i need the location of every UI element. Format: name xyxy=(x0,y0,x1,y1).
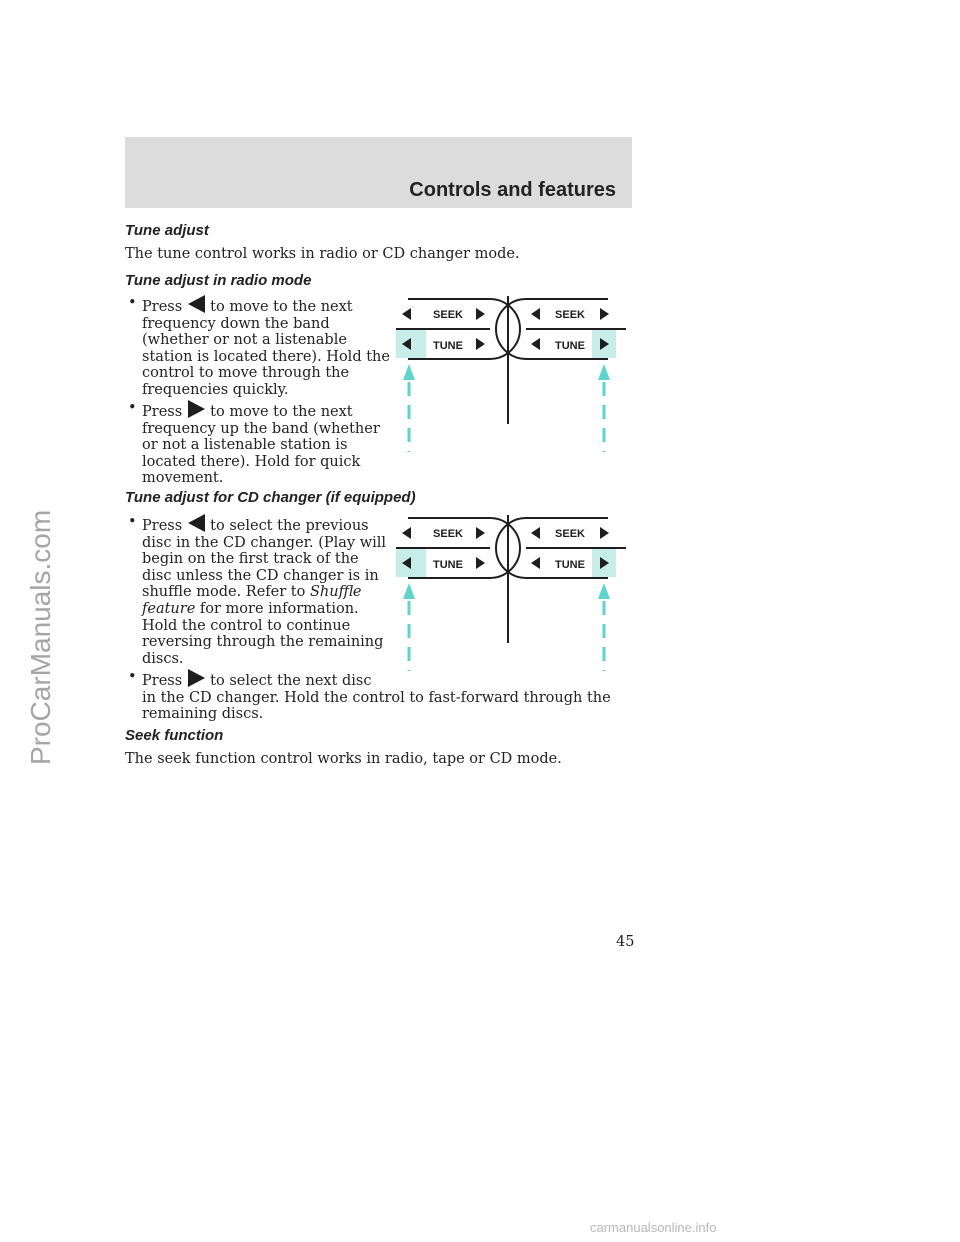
footer-watermark: carmanualsonline.info xyxy=(590,1220,717,1235)
tune-label: TUNE xyxy=(555,559,585,571)
text-line: to select the next disc xyxy=(210,673,372,689)
tune-right-arrow-icon xyxy=(188,400,205,418)
text-line: Hold the control to continue xyxy=(142,617,351,634)
text-line: shuffle mode. Refer to xyxy=(142,584,306,601)
text-line: (whether or not a listenable xyxy=(142,332,347,349)
seek-left-arrow-icon xyxy=(402,527,411,539)
heading-tune-adjust: Tune adjust xyxy=(125,222,209,239)
press-word: Press xyxy=(142,518,183,534)
radio-bullet-down xyxy=(128,295,390,399)
tune-label: TUNE xyxy=(555,340,585,352)
up-arrow-icon xyxy=(403,583,415,599)
text-line: frequency down the band xyxy=(142,315,330,332)
cd-bullet-previous xyxy=(128,514,386,667)
tune-right-arrow-icon xyxy=(476,338,485,350)
heading-radio-mode: Tune adjust in radio mode xyxy=(125,272,312,289)
tune-left-arrow-icon xyxy=(531,338,540,350)
seek-tune-diagram-cd xyxy=(388,515,628,675)
bullet-dot: • xyxy=(128,669,137,685)
text-line: frequencies quickly. xyxy=(142,381,289,398)
side-watermark-text: ProCarManuals.com xyxy=(25,509,56,765)
heading-cd-changer: Tune adjust for CD changer (if equipped) xyxy=(125,489,416,506)
text-line: remaining discs. xyxy=(142,706,264,723)
press-word: Press xyxy=(142,299,183,315)
tune-left-arrow-icon xyxy=(188,514,205,532)
next-arrow-indicator xyxy=(598,583,610,671)
text-line: reversing through the remaining xyxy=(142,634,384,651)
seek-label: SEEK xyxy=(433,309,463,321)
page-number: 45 xyxy=(616,934,635,950)
text-line: begin on the first track of the xyxy=(142,551,359,568)
text-line: disc unless the CD changer is in xyxy=(142,567,379,584)
previous-arrow-indicator xyxy=(403,583,415,671)
up-arrow-icon xyxy=(598,583,610,599)
shuffle-reference: Shuffle xyxy=(309,584,362,601)
seek-label: SEEK xyxy=(555,528,585,540)
heading-seek-function: Seek function xyxy=(125,727,224,744)
seek-right-arrow-icon xyxy=(476,527,485,539)
tune-label: TUNE xyxy=(433,559,463,571)
seek-left-arrow-icon xyxy=(531,308,540,320)
radio-bullet-up xyxy=(128,400,380,487)
bullet-dot: • xyxy=(128,400,137,416)
up-arrow-icon xyxy=(403,364,415,380)
text-line: frequency up the band (whether xyxy=(142,420,380,437)
up-arrow-icon xyxy=(598,364,610,380)
text-line: to move to the next xyxy=(210,404,353,420)
text-line: station is located there). Hold the xyxy=(142,348,390,365)
seek-tune-diagram-radio xyxy=(388,296,628,456)
seek-label: SEEK xyxy=(433,528,463,540)
text-line: for more information. xyxy=(199,600,359,617)
text-line: or not a listenable station is xyxy=(142,437,348,454)
page-section-title: Controls and features xyxy=(409,179,616,201)
text-line: in the CD changer. Hold the control to fast-forward through the xyxy=(142,689,611,706)
press-word: Press xyxy=(142,673,183,689)
text-line: movement. xyxy=(142,470,224,487)
cd-bullet-next xyxy=(128,669,611,723)
tune-left-arrow-icon xyxy=(188,295,205,313)
tune-right-arrow-icon xyxy=(476,557,485,569)
press-word: Press xyxy=(142,404,183,420)
header-band xyxy=(125,137,632,208)
feature-reference: feature xyxy=(142,600,196,617)
seek-left-arrow-icon xyxy=(531,527,540,539)
tune-left-arrow-icon xyxy=(531,557,540,569)
seek-right-arrow-icon xyxy=(600,308,609,320)
bullet-dot: • xyxy=(128,514,137,530)
up-arrow-indicator xyxy=(598,364,610,452)
seek-right-arrow-icon xyxy=(600,527,609,539)
bullet-dot: • xyxy=(128,295,137,311)
tune-right-arrow-icon xyxy=(188,669,205,687)
seek-left-arrow-icon xyxy=(402,308,411,320)
text-line: discs. xyxy=(142,650,184,667)
seek-right-arrow-icon xyxy=(476,308,485,320)
seek-function-body: The seek function control works in radio, tape or CD mode. xyxy=(125,751,562,767)
tune-adjust-body: The tune control works in radio or CD changer mode. xyxy=(125,246,520,262)
text-line: control to move through the xyxy=(142,365,350,382)
text-line: to select the previous xyxy=(210,518,369,534)
down-arrow-indicator xyxy=(403,364,415,452)
tune-label: TUNE xyxy=(433,340,463,352)
text-line: to move to the next xyxy=(210,299,353,315)
text-line: located there). Hold for quick xyxy=(142,453,361,470)
text-line: disc in the CD changer. (Play will xyxy=(142,534,387,551)
seek-label: SEEK xyxy=(555,309,585,321)
